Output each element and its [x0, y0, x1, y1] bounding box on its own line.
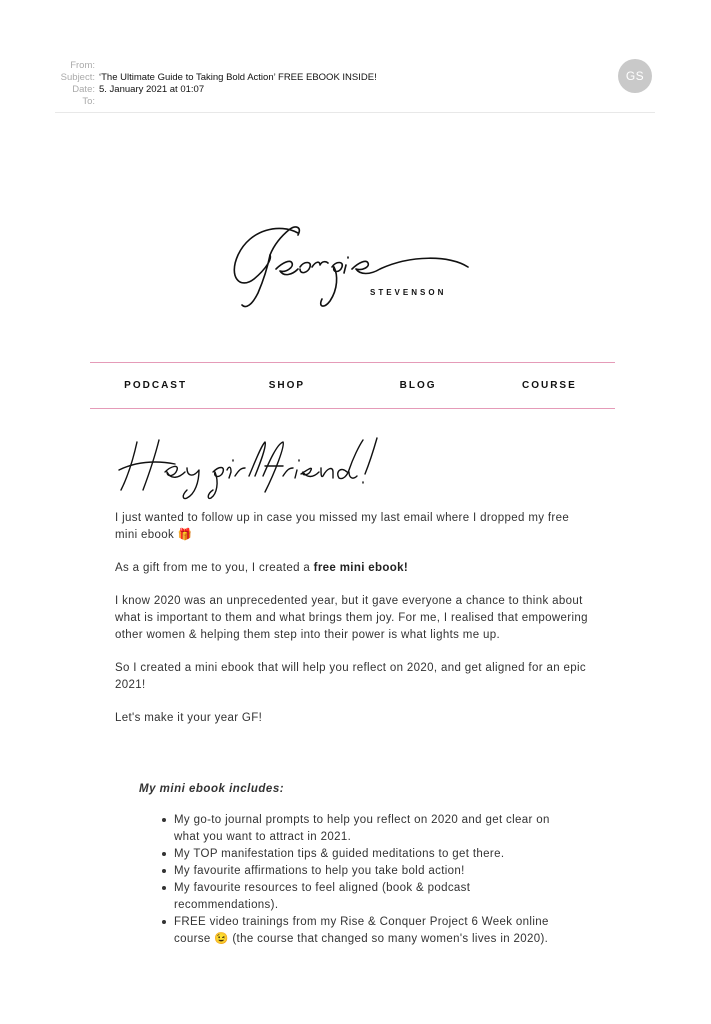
nav-podcast[interactable]: PODCAST [124, 380, 188, 391]
nav-top-divider [90, 362, 615, 363]
nav-blog[interactable]: BLOG [399, 380, 437, 391]
date-row [55, 84, 655, 96]
subject-value: ‘The Ultimate Guide to Taking Bold Action’ FREE EBOOK INSIDE! [99, 72, 377, 83]
paragraph-2 [115, 560, 595, 577]
list-item: My go-to journal prompts to help you reflect on 2020 and get clear on what you want to attract in 2021. [174, 812, 574, 846]
list-item: FREE video trainings from my Rise & Conquer Project 6 Week online course 😉 (the course that changed so many women's lives in 2020). [174, 914, 574, 948]
nav-shop[interactable]: SHOP [268, 380, 306, 391]
list-item: My favourite affirmations to help you take bold action! [174, 863, 574, 880]
to-row [55, 96, 655, 108]
sender-avatar[interactable]: GS [618, 59, 652, 93]
georgie-stevenson-logo[interactable] [220, 215, 490, 315]
paragraph-1: I just wanted to follow up in case you missed my last email where I dropped my free mini ebook 🎁 [115, 512, 570, 541]
list-item: My TOP manifestation tips & guided meditations to get there. [174, 846, 574, 863]
subject-label: Subject: [60, 72, 95, 83]
logo-subtitle: STEVENSON [370, 288, 447, 297]
list-item: My favourite resources to feel aligned (book & podcast recommendations). [174, 880, 574, 914]
includes-heading: My mini ebook includes: [139, 783, 285, 795]
subject-row [55, 72, 655, 84]
to-label: To: [82, 96, 95, 107]
header-divider [55, 112, 655, 113]
from-label: From: [70, 60, 95, 71]
main-nav [90, 375, 615, 397]
email-body [115, 510, 595, 743]
paragraph-3: I know 2020 was an unprecedented year, but it gave everyone a chance to think about what is important to them and what brings them joy. For me, I realised that empowering other women & helping them step into their power is what lights me up. [115, 595, 588, 641]
paragraph-5: Let's make it your year GF! [115, 712, 263, 724]
date-value: 5. January 2021 at 01:07 [99, 84, 205, 95]
date-label: Date: [72, 84, 95, 95]
includes-list [174, 812, 574, 948]
free-ebook-highlight: free mini ebook! [313, 562, 409, 574]
nav-bottom-divider [90, 408, 615, 409]
from-row [55, 60, 655, 72]
paragraph-4: So I created a mini ebook that will help you reflect on 2020, and get aligned for an epic 2021! [115, 662, 586, 691]
email-header [55, 60, 655, 108]
nav-course[interactable]: COURSE [521, 380, 577, 391]
paragraph-2-text: As a gift from me to you, I created a [115, 562, 314, 574]
greeting-script [115, 432, 415, 502]
